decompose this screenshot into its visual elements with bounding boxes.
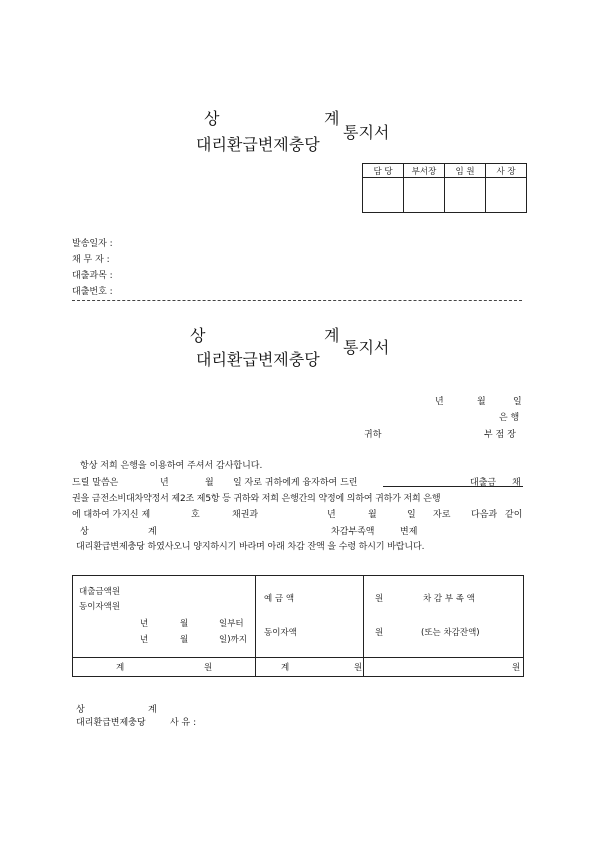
body-l1-rest: 일 자로 귀하에게 융자하여 드린	[233, 478, 358, 488]
body-l1-claim: 채	[512, 478, 521, 488]
approval-sign-cell[interactable]	[445, 178, 486, 213]
amount-table	[72, 575, 524, 677]
footer-gye: 계	[148, 705, 157, 715]
table-total-divider	[73, 657, 523, 658]
footer-label: 대리환급변제충당	[76, 718, 146, 728]
body-l4-diff: 차감부족액	[331, 527, 375, 537]
body-l4-repay: 변제	[400, 527, 418, 537]
loan-underline	[383, 486, 523, 487]
cell-from-year: 년	[140, 619, 149, 629]
notice-title-suffix: 통지서	[343, 338, 390, 357]
body-l3-same: 같이	[505, 510, 523, 520]
notice-title-gye: 계	[324, 326, 340, 345]
total-won-1: 원	[204, 663, 213, 673]
approval-col-staff: 담 당	[363, 164, 404, 178]
notice-title-sang: 상	[190, 326, 206, 345]
title-word-gye: 계	[324, 109, 340, 128]
cell-deposit: 예 금 액	[264, 594, 295, 604]
body-l3-c: 채권과	[232, 510, 259, 520]
cell-from-day: 일부터	[219, 619, 244, 629]
cell-won-2: 원	[375, 628, 384, 638]
notice-date-month: 월	[477, 397, 486, 407]
cell-balance-note: (또는 차감잔액)	[421, 628, 480, 638]
approval-sign-cell[interactable]	[363, 178, 404, 213]
total-won-3: 원	[512, 663, 521, 673]
body-l1-loan: 대출금	[470, 478, 497, 488]
body-l4-gye: 계	[148, 527, 157, 537]
approval-table	[362, 163, 527, 213]
cell-interest-amount: 동이자액원	[79, 602, 121, 612]
body-l3-day: 일	[407, 510, 416, 520]
cell-to-day: 일)까지	[219, 635, 247, 645]
approval-col-exec: 임 원	[445, 164, 486, 178]
cut-line	[72, 300, 522, 301]
body-l1-month: 월	[205, 478, 214, 488]
cell-shortage: 차 감 부 족 액	[423, 594, 475, 604]
total-label-1: 계	[116, 663, 125, 673]
notice-date-day: 일	[513, 397, 522, 407]
body-l1-a: 드릴 말씀은	[72, 478, 119, 488]
field-loan-subject: 대출과목 :	[72, 271, 113, 281]
cell-same-interest: 동이자액	[264, 628, 297, 638]
body-l3-year: 년	[327, 510, 336, 520]
body-l3-b: 호	[191, 510, 200, 520]
approval-col-head: 부서장	[404, 164, 445, 178]
body-l1-year: 년	[160, 478, 169, 488]
body-greeting: 항상 저희 은행을 이용하여 주셔서 감사합니다.	[80, 461, 263, 471]
body-l3-month: 월	[368, 510, 377, 520]
notice-to: 귀하	[364, 430, 382, 440]
field-sent-date: 발송일자 :	[72, 239, 113, 249]
body-l3-a: 에 대하여 가지신 제	[72, 510, 151, 520]
title-word-sang: 상	[204, 109, 220, 128]
approval-sign-cell[interactable]	[404, 178, 445, 213]
total-label-2: 계	[281, 663, 290, 673]
cell-won-1: 원	[375, 594, 384, 604]
footer-sang: 상	[76, 705, 85, 715]
table-divider	[363, 576, 364, 676]
body-l2: 권을 금전소비대차약정서 제2조 제5항 등 귀하와 저희 은행간의 약정에 의하여 귀하가 저희 은행	[72, 494, 441, 504]
notice-branch-manager: 부 점 장	[484, 430, 516, 440]
table-divider	[255, 576, 256, 676]
field-debtor: 채 무 자 :	[72, 255, 110, 265]
cell-to-month: 월	[180, 635, 189, 645]
cell-from-month: 월	[180, 619, 189, 629]
notice-title-main: 대리환급변제충당	[196, 350, 320, 369]
title-suffix: 통지서	[343, 123, 390, 142]
body-l3-jaro: 자로	[433, 510, 451, 520]
body-l3-next: 다음과	[471, 510, 498, 520]
approval-sign-cell[interactable]	[486, 178, 527, 213]
field-loan-number: 대출번호 :	[72, 287, 113, 297]
total-won-2: 원	[354, 663, 363, 673]
footer-reason: 사 유 :	[170, 718, 197, 728]
notice-bank: 은 행	[499, 413, 520, 423]
cell-loan-amount: 대출금액원	[79, 587, 121, 597]
cell-to-year: 년	[140, 635, 149, 645]
body-l5: 대리환급변제충당 하였사오니 양지하시기 바라며 아래 차감 잔액 을 수령 하시기 바랍니다.	[76, 542, 425, 552]
notice-date-year: 년	[435, 397, 444, 407]
title-main: 대리환급변제충당	[196, 135, 320, 154]
approval-col-ceo: 사 장	[486, 164, 527, 178]
body-l4-sang: 상	[80, 527, 89, 537]
